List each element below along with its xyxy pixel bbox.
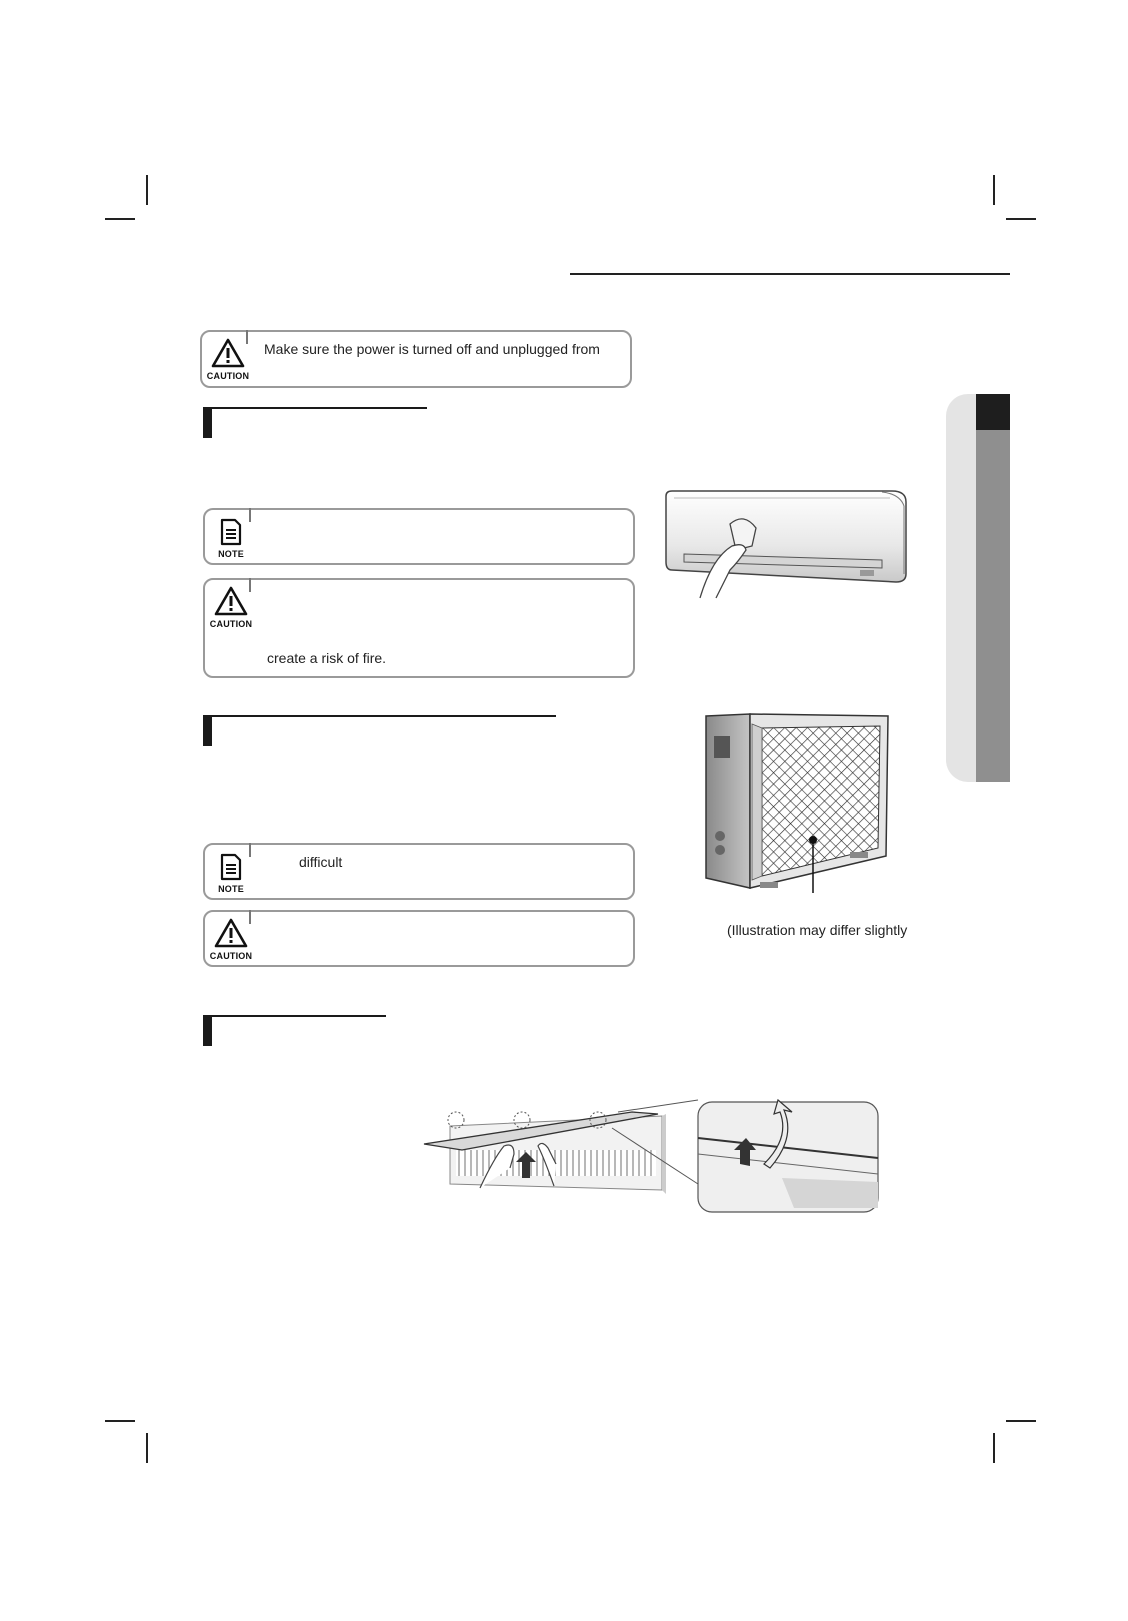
caution-icon-group <box>209 918 253 961</box>
note-box-2 <box>203 843 635 900</box>
side-tab <box>946 394 1010 782</box>
warning-triangle-icon <box>214 586 248 616</box>
header-rule <box>570 273 1010 275</box>
warning-triangle-icon <box>211 338 245 368</box>
note-icon-group <box>209 518 253 559</box>
figure-caption: (Illustration may differ slightly <box>727 922 908 938</box>
note-box-1 <box>203 508 635 565</box>
section-1-header-line <box>203 407 427 409</box>
caution-label: CAUTION <box>206 371 250 381</box>
note-icon-group <box>209 853 253 894</box>
caution-box-3 <box>203 910 635 967</box>
outdoor-unit-illustration <box>700 710 890 894</box>
note-label: NOTE <box>218 549 244 559</box>
caution-text-2: create a risk of fire. <box>267 650 387 666</box>
caution-box-1 <box>200 330 632 388</box>
section-3-header-bar <box>203 1016 212 1046</box>
crop-mark <box>993 175 995 205</box>
section-2-header-line <box>203 715 556 717</box>
crop-mark <box>146 175 148 205</box>
crop-mark <box>105 218 135 220</box>
side-tab-dark <box>976 394 1010 430</box>
side-tab-mid <box>976 394 1010 782</box>
section-2-header-bar <box>203 716 212 746</box>
caution-label: CAUTION <box>209 619 253 629</box>
section-3-header-line <box>203 1015 386 1017</box>
crop-mark <box>993 1433 995 1463</box>
warning-triangle-icon <box>214 918 248 948</box>
crop-mark <box>1006 1420 1036 1422</box>
caution-label: CAUTION <box>209 951 253 961</box>
note-document-icon <box>218 518 244 546</box>
note-document-icon <box>218 853 244 881</box>
caution-icon-group <box>206 338 250 381</box>
caution-box-2 <box>203 578 635 678</box>
caution-icon-group <box>209 586 253 629</box>
crop-mark <box>146 1433 148 1463</box>
section-1-header-bar <box>203 408 212 438</box>
note-label: NOTE <box>218 884 244 894</box>
caution-text-1: Make sure the power is turned off and unplugged from <box>264 341 600 357</box>
crop-mark <box>1006 218 1036 220</box>
front-panel-lifting-illustration <box>422 1098 894 1224</box>
note-text-2: difficult <box>299 854 343 870</box>
crop-mark <box>105 1420 135 1422</box>
indoor-unit-cleaning-illustration <box>660 488 912 600</box>
